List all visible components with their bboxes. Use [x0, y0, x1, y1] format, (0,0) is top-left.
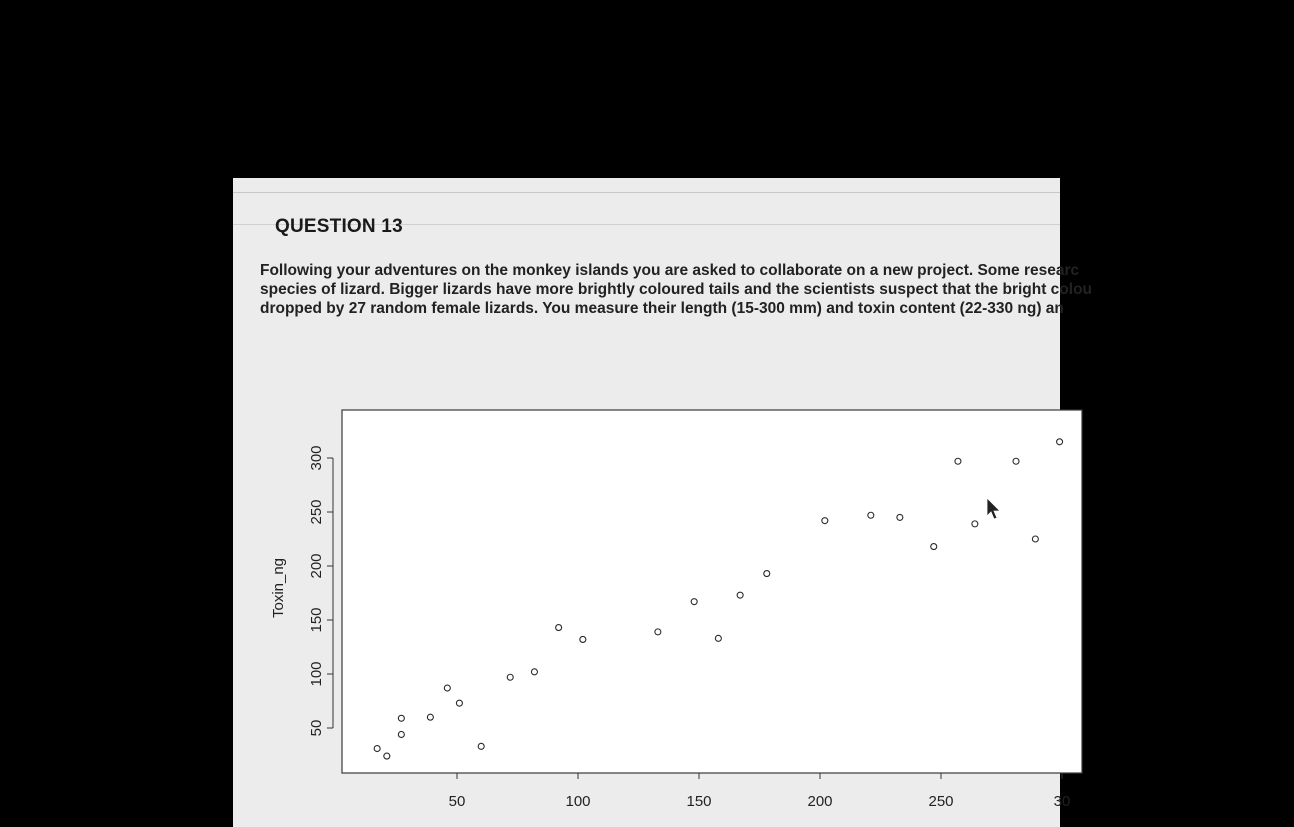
- y-tick-label: 100: [308, 661, 325, 687]
- y-tick-label: 150: [308, 607, 325, 633]
- y-axis: [308, 445, 333, 736]
- x-tick-label: 50: [448, 793, 466, 810]
- x-tick-label: 150: [686, 793, 712, 810]
- y-tick-label: 300: [308, 445, 325, 471]
- x-tick-label: 30: [1053, 793, 1071, 810]
- y-tick-label: 200: [308, 553, 325, 579]
- y-axis-label: Toxin_ng: [270, 557, 287, 619]
- quiz-page: [233, 178, 1093, 827]
- question-text-line-2: species of lizard. Bigger lizards have more brightly coloured tails and the scientists suspect that the bright colou: [260, 281, 1093, 298]
- x-tick-label: 200: [807, 793, 833, 810]
- y-tick-label: 50: [308, 719, 325, 737]
- question-text-line-1: Following your adventures on the monkey islands you are asked to collaborate on a new project. Some researc: [260, 262, 1080, 279]
- x-axis: [449, 773, 1071, 810]
- question-text-line-3: dropped by 27 random female lizards. You measure their length (15-300 mm) and toxin content (22-330 ng) an: [260, 300, 1064, 317]
- y-tick-label: 250: [308, 499, 325, 525]
- question-title: QUESTION 13: [275, 216, 403, 237]
- x-tick-label: 250: [928, 793, 954, 810]
- x-tick-label: 100: [565, 793, 591, 810]
- scatter-plot: [233, 178, 1071, 827]
- plot-frame: [342, 410, 1082, 773]
